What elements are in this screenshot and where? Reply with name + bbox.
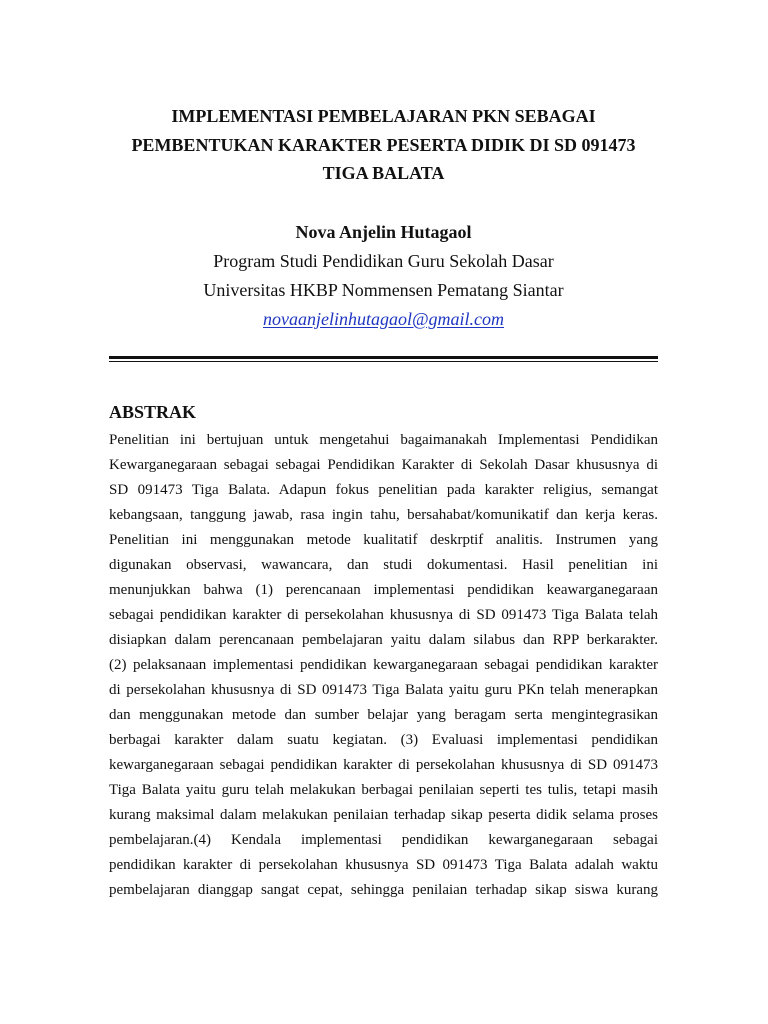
abstract-line: berbagai karakter dalam suatu kegiatan. (3) Evaluasi implementasi pendidikan xyxy=(109,732,658,748)
abstract-line: pendidikan karakter di persekolahan khususnya SD 091473 Tiga Balata adalah waktu xyxy=(109,857,658,873)
double-rule-thin xyxy=(109,361,658,362)
abstract-line: kurang maksimal dalam melakukan penilaian terhadap sikap peserta didik selama proses xyxy=(109,807,658,823)
abstract-line: menunjukkan bahwa (1) perencanaan implementasi pendidikan keawarganegaraan xyxy=(109,582,658,598)
title-line: PEMBENTUKAN KARAKTER PESERTA DIDIK DI SD 091473 xyxy=(131,134,636,155)
abstract-line: Penelitian ini bertujuan untuk mengetahui bagaimanakah Implementasi Pendidikan xyxy=(109,432,658,448)
abstract-line: (2) pelaksanaan implementasi pendidikan kewarganegaraan sebagai pendidikan karakter xyxy=(109,657,658,673)
abstract-line: di persekolahan khususnya di SD 091473 Tiga Balata yaitu guru PKn telah menerapkan xyxy=(109,682,658,698)
paper-title xyxy=(109,102,658,188)
abstract-line: digunakan observasi, wawancara, dan studi dokumentasi. Hasil penelitian ini xyxy=(109,557,658,573)
abstract-line: sebagai pendidikan karakter di persekolahan khususnya di SD 091473 Tiga Balata telah xyxy=(109,607,658,623)
abstract-line: pembelajaran dianggap sangat cepat, sehingga penilaian terhadap sikap siswa kurang xyxy=(109,882,658,898)
author-program: Program Studi Pendidikan Guru Sekolah Dasar xyxy=(213,250,554,271)
abstract-body xyxy=(109,428,658,903)
title-line: TIGA BALATA xyxy=(322,163,445,183)
abstract-line: pembelajaran.(4) Kendala implementasi pendidikan kewarganegaraan sebagai xyxy=(109,832,658,848)
abstract-line: Penelitian ini menggunakan metode kualitatif deskrptif analitis. Instrumen yang xyxy=(109,532,658,548)
abstract-line: SD 091473 Tiga Balata. Adapun fokus penelitian pada karakter religius, semangat xyxy=(109,482,658,498)
author-email-row xyxy=(109,305,658,334)
abstract-line: kebangsaan, tanggung jawab, rasa ingin tahu, bersahabat/komunikatif dan kerja keras. xyxy=(109,507,658,523)
abstract-line: Tiga Balata yaitu guru telah melakukan berbagai penilaian seperti tes tulis, tetapi masih xyxy=(109,782,658,798)
author-university: Universitas HKBP Nommensen Pematang Siantar xyxy=(203,279,564,300)
abstract-line: Kewarganegaraan sebagai sebagai Pendidikan Karakter di Sekolah Dasar khususnya di xyxy=(109,457,658,473)
abstract-heading: ABSTRAK xyxy=(109,402,197,422)
abstract-line: disiapkan dalam perencanaan pembelajaran yaitu dalam silabus dan RPP berkarakter. xyxy=(109,632,658,648)
title-line: IMPLEMENTASI PEMBELAJARAN PKN SEBAGAI xyxy=(171,106,596,126)
author-name: Nova Anjelin Hutagaol xyxy=(295,221,472,242)
abstract-line: dan menggunakan metode dan sumber belajar yang beragam serta mengintegrasikan xyxy=(109,707,658,723)
email-link[interactable]: novaanjelinhutagaol@gmail.com xyxy=(262,308,505,329)
abstract-line: kewarganegaraan sebagai pendidikan karakter di persekolahan khususnya di SD 091473 xyxy=(109,757,658,773)
double-rule-thick xyxy=(109,356,658,359)
author-info xyxy=(109,218,658,334)
